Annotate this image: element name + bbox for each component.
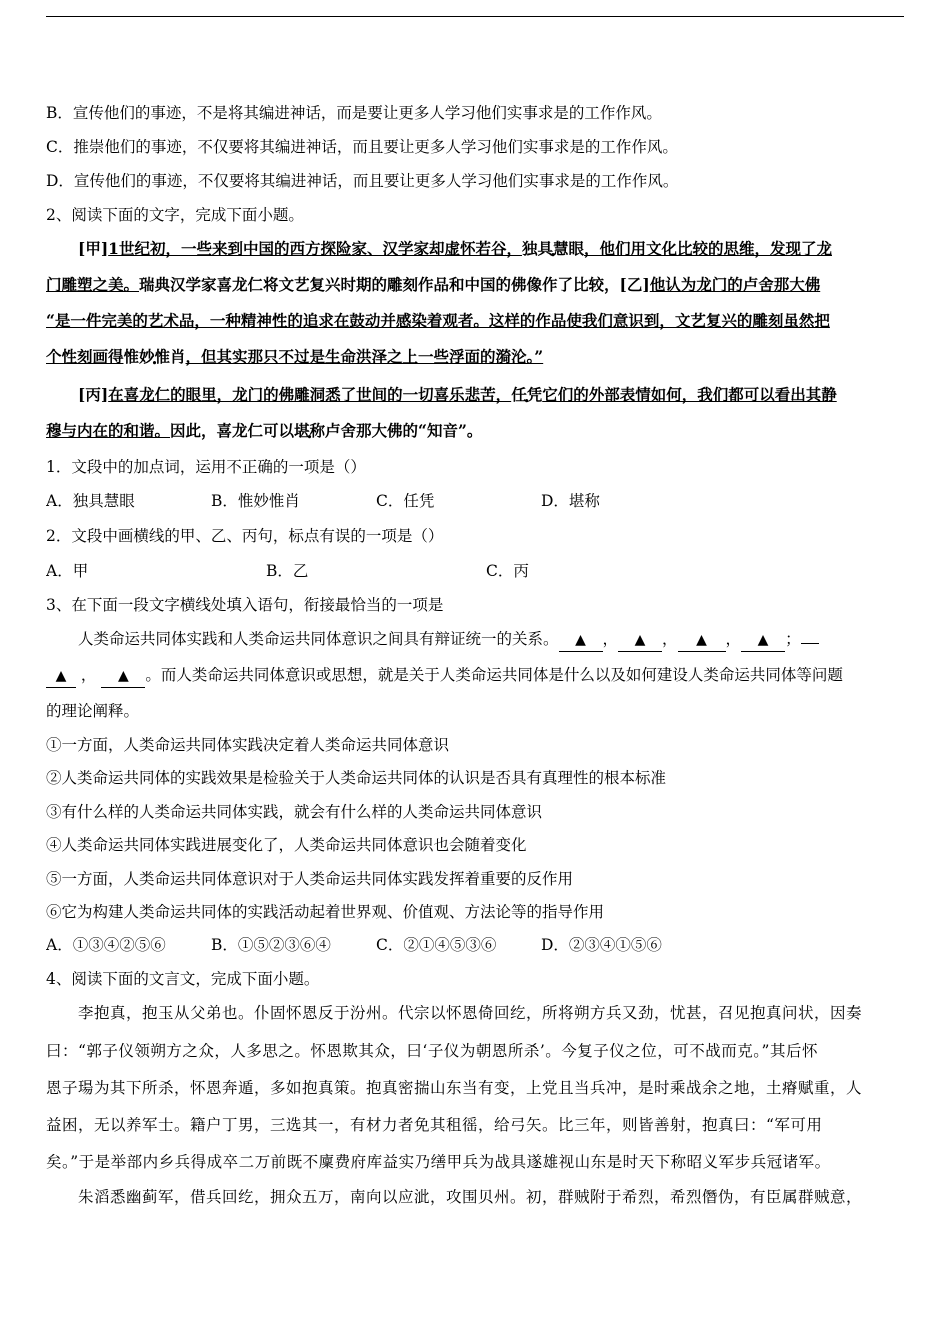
mark-bing: [丙] <box>78 385 109 404</box>
yi-text-a: 他认为龙门的卢舍那大佛 <box>649 275 821 294</box>
classical-line-5: 矣。”于是举部内乡兵得成卒二万前既不廩费府库益实乃缮甲兵为战具遂雄视山东是时天下称昭义军步兵冠诸军。 <box>46 1153 831 1171</box>
sub2-option-a: A．甲 <box>46 562 89 580</box>
blank-4: ▲ <box>741 629 785 652</box>
passage-jia-line1 <box>78 238 904 260</box>
classical-line-6: 朱滔悉幽蓟军，借兵回纥，拥众五万，南向以应泚，攻围贝州。初，群贼附于希烈，希烈僭伪，有臣属群贼意， <box>78 1188 863 1206</box>
bing-text-c1: 因此，喜龙仁可以 <box>170 421 295 440</box>
jia-text-c: 门雕塑之美。 <box>46 275 140 294</box>
q3-stem: 3、在下面一段文字横线处填入语句，衔接最恰当的一项是 <box>46 596 444 614</box>
q3-options <box>46 934 904 956</box>
q3-passage-line1: 人类命运共同体实践和人类命运共同体意识之间具有辩证统一的关系。 ▲ ， ▲ ， ▲ ， ▲ ； <box>78 628 904 652</box>
sub2-option-b: B．乙 <box>266 562 309 580</box>
classical-line-4: 益困，无以养军士。籍户丁男，三选其一，有材力者免其租徭，给弓矢。比三年，则皆善射，抱真曰：“军可用 <box>46 1116 823 1134</box>
q2-sub1-stem: 1．文段中的加点词，运用不正确的一项是（） <box>46 458 366 476</box>
q3-item-1: ①一方面，人类命运共同体实践决定着人类命运共同体意识 <box>46 736 450 754</box>
bing-text-a1: 在喜龙仁的眼里，龙门的佛雕洞悉了世间的一切喜乐悲苦， <box>108 385 512 404</box>
bing-text-b: 穆与内在的和谐。 <box>46 421 171 440</box>
dotted-word-kancheng: 堪称 <box>294 421 326 440</box>
yi-text-b: “是一件完美的艺术品，一种精神性的追求在鼓动并感染着观者。这样的作品使我们意识到，文艺复兴的雕刻虽然把 <box>46 311 830 330</box>
sub2-option-c: C．丙 <box>486 562 529 580</box>
q3-option-a: A．①③④②⑤⑥ <box>46 936 166 954</box>
q4-intro: 4、阅读下面的文言文，完成下面小题。 <box>46 970 320 988</box>
blank-3: ▲ <box>678 629 726 652</box>
passage-line4 <box>46 346 904 368</box>
jia-text-a: 1世纪初，一些来到中国的西方探险家、汉学家却虚怀若谷， <box>108 239 522 258</box>
blank-2: ▲ <box>618 629 662 652</box>
blank-6: ▲ <box>101 665 145 688</box>
q3-option-c: C．②①④⑤③⑥ <box>376 936 497 954</box>
passage-bing-line2 <box>46 420 904 442</box>
jia-text-b: ，他们用文化比较的思维，发现了龙 <box>583 239 832 258</box>
q1-option-b: B．宣传他们的事迹，不是将其编进神话，而是要让更多人学习他们实事求是的工作作风。 <box>46 104 662 122</box>
q3-item-2: ②人类命运共同体的实践效果是检验关于人类命运共同体的认识是否具有真理性的根本标准 <box>46 769 667 787</box>
sub1-option-b: B．惟妙惟肖 <box>211 492 300 510</box>
q3-item-3: ③有什么样的人类命运共同体实践，就会有什么样的人类命运共同体意识 <box>46 803 543 821</box>
classical-line-3: 恩子瑒为其下所杀，怀恩奔遁，多如抱真策。抱真密揣山东当有变，上党且当兵冲，是时乘战余之地，土瘠赋重，人 <box>46 1079 863 1097</box>
q3-item-5: ⑤一方面，人类命运共同体意识对于人类命运共同体实践发挥着重要的反作用 <box>46 870 574 888</box>
q2-sub2-stem: 2．文段中画横线的甲、乙、丙句，标点有误的一项是（） <box>46 527 444 545</box>
q3-option-b: B．①⑤②③⑥④ <box>211 936 331 954</box>
sub1-option-a: A．独具慧眼 <box>46 492 135 510</box>
blank-1: ▲ <box>559 629 603 652</box>
classical-line-2: 曰：“郭子仪领朔方之众，人多思之。怀恩欺其众，曰‘子仪为朝恩所杀’。今复子仪之位，可不战而克。”其后怀 <box>46 1042 818 1060</box>
mark-jia: [甲] <box>78 239 109 258</box>
classical-line-1: 李抱真，抱玉从父弟也。仆固怀恩反于汾州。代宗以怀恩倚回纥，所将朔方兵又劲，忧甚，召见抱真问状，因奏 <box>78 1004 863 1022</box>
dotted-word-dujuhuiyan: 独具慧眼 <box>521 239 584 258</box>
q3-passage-b: 。而人类命运共同体意识或思想，就是关于人类命运共同体是什么以及如何建设人类命运共同体等问题 <box>145 666 843 684</box>
q2-intro: 2、阅读下面的文字，完成下面小题。 <box>46 206 304 224</box>
yi-text-c2: ，但其实那只不过是生命洪泽之上一些浮面的漪沦。” <box>185 347 544 366</box>
blank-5-start <box>801 643 819 644</box>
passage-line2 <box>46 274 904 296</box>
blank-5: ▲ <box>46 665 76 688</box>
header-rule <box>46 16 904 17</box>
passage-mid: 瑞典汉学家喜龙仁将文艺复兴时期的雕刻作品和中国的佛像作了比较， <box>139 275 620 294</box>
yi-text-c1: 个性刻画得 <box>46 347 124 366</box>
q3-passage-c: 的理论阐释。 <box>46 702 140 720</box>
mark-yi: [乙] <box>619 275 650 294</box>
sub1-option-c: C．任凭 <box>376 492 435 510</box>
q3-item-4: ④人类命运共同体实践进展变化了，人类命运共同体意识也会随着变化 <box>46 836 527 854</box>
dotted-word-renping: 任凭 <box>511 385 543 404</box>
q2-sub2-options <box>46 560 904 582</box>
dotted-word-weimiaoweixiao: 惟妙惟肖 <box>123 347 186 366</box>
q3-option-d: D．②③④①⑤⑥ <box>541 936 662 954</box>
q3-passage-line2: ▲ ， ▲ 。而人类命运共同体意识或思想，就是关于人类命运共同体是什么以及如何建设人类命运共同体等问题 <box>46 664 904 688</box>
q1-option-d: D．宣传他们的事迹，不仅要将其编进神话，而且要让更多人学习他们实事求是的工作作风。 <box>46 172 679 190</box>
bing-text-a2: 它们的外部表情如何，我们都可以看出其静 <box>542 385 837 404</box>
q3-item-6: ⑥它为构建人类命运共同体的实践活动起着世界观、价值观、方法论等的指导作用 <box>46 903 605 921</box>
q2-sub1-options <box>46 490 904 512</box>
passage-bing-line1 <box>78 384 904 406</box>
bing-text-c2: 卢舍那大佛的“知音”。 <box>325 421 483 440</box>
q1-option-c: C．推崇他们的事迹，不仅要将其编进神话，而且要让更多人学习他们实事求是的工作作风。 <box>46 138 678 156</box>
q3-passage-a: 人类命运共同体实践和人类命运共同体意识之间具有辩证统一的关系。 <box>78 630 559 648</box>
sub1-option-d: D．堪称 <box>541 492 600 510</box>
